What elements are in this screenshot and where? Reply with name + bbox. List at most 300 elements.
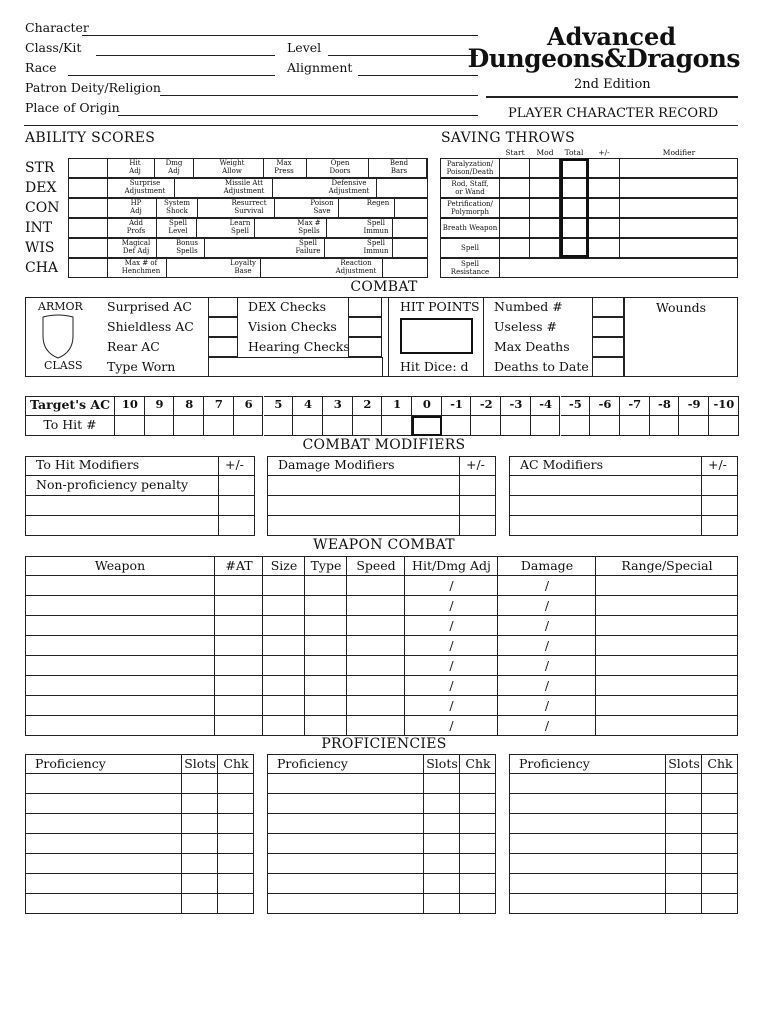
ability-sub-text: Resurrect (231, 199, 267, 207)
weapon-cell[interactable] (596, 596, 738, 616)
modifier-header: Damage Modifiers (278, 457, 395, 472)
ability-sub-text: Spells (176, 247, 198, 255)
proficiency-cell[interactable] (460, 854, 496, 874)
weapon-cell[interactable] (25, 696, 215, 716)
ability-sub-text: Level (168, 227, 188, 235)
alignment-line[interactable] (358, 75, 478, 76)
level-line[interactable] (328, 55, 478, 56)
weapon-cell[interactable] (215, 676, 263, 696)
ability-sub-label (360, 239, 392, 255)
ability-sub-text: Reaction (340, 259, 372, 267)
modifier-cell[interactable] (509, 496, 702, 516)
ac-value: 7 (214, 397, 223, 411)
ability-sub-text: Allow (222, 167, 242, 175)
to-hit-cell[interactable] (679, 416, 709, 436)
proficiency-cell[interactable] (509, 874, 666, 894)
armor-type-box[interactable] (208, 357, 383, 377)
ability-sub-label (292, 239, 324, 255)
to-hit-cell[interactable] (174, 416, 204, 436)
modifier-pm-cell[interactable] (702, 476, 738, 496)
weapon-cell[interactable] (347, 676, 405, 696)
weapon-cell[interactable] (215, 616, 263, 636)
slash-separator: / (544, 658, 550, 673)
weapon-cell[interactable] (25, 636, 215, 656)
slash-separator: / (544, 698, 550, 713)
proficiency-cell[interactable] (25, 874, 182, 894)
ability-sub-text: Max # of (124, 259, 158, 267)
saving-throw-text: Polymorph (450, 208, 490, 216)
ability-name: WIS (25, 240, 55, 256)
proficiency-col-header: Proficiency (35, 756, 106, 771)
divider (382, 258, 383, 278)
saving-throw-cell[interactable] (530, 198, 560, 218)
weapon-cell[interactable] (215, 716, 263, 736)
weapon-cell[interactable] (305, 716, 347, 736)
weapon-combat-title: WEAPON COMBAT (313, 537, 455, 553)
field-line[interactable] (68, 75, 275, 76)
weapon-cell[interactable] (263, 676, 305, 696)
ability-sub-label (116, 219, 156, 235)
logo-dungeons-dragons: Dungeons&Dragons (467, 44, 740, 73)
weapon-col-header: #AT (225, 558, 253, 573)
weapon-cell[interactable] (25, 716, 215, 736)
weapon-cell[interactable] (215, 576, 263, 596)
weapon-cell[interactable] (347, 636, 405, 656)
proficiency-cell[interactable] (267, 814, 424, 834)
proficiency-cell[interactable] (218, 854, 254, 874)
to-hit-cell[interactable] (204, 416, 234, 436)
saving-throw-cell[interactable] (530, 178, 560, 198)
check-box[interactable] (348, 337, 382, 357)
modifier-pm: +/- (708, 457, 727, 472)
proficiency-cell[interactable] (509, 834, 666, 854)
weapon-cell[interactable] (347, 596, 405, 616)
weapon-cell[interactable] (215, 656, 263, 676)
modifier-pm-cell[interactable] (460, 496, 496, 516)
modifier-pm-cell[interactable] (702, 516, 738, 536)
ability-sub-label (155, 159, 193, 175)
weapon-cell[interactable] (305, 636, 347, 656)
ac-value: -6 (598, 397, 612, 411)
proficiency-cell[interactable] (460, 834, 496, 854)
proficiency-cell[interactable] (25, 774, 182, 794)
proficiency-cell[interactable] (702, 894, 738, 914)
weapon-cell[interactable] (305, 616, 347, 636)
ability-sub-label (312, 159, 368, 175)
saving-col-header: Modifier (662, 148, 696, 157)
total-highlight (560, 158, 589, 258)
to-hit-cell[interactable] (531, 416, 561, 436)
proficiency-col-header: Chk (465, 756, 491, 771)
saving-throw-text: Spell (461, 244, 479, 252)
weapon-cell[interactable] (215, 636, 263, 656)
weapon-cell[interactable] (596, 576, 738, 596)
slash-separator: / (544, 578, 550, 593)
weapon-cell[interactable] (25, 576, 215, 596)
ability-scores-title: ABILITY SCORES (25, 130, 156, 146)
divider (272, 178, 273, 198)
saving-throw-cell[interactable] (588, 238, 620, 258)
weapon-cell[interactable] (25, 616, 215, 636)
weapon-cell[interactable] (596, 656, 738, 676)
saving-throw-text: Spell (461, 260, 479, 268)
modifier-pm-cell[interactable] (460, 476, 496, 496)
ability-sub-text: Def Adj (122, 247, 150, 255)
ability-sub-text: Regen (366, 199, 390, 207)
ability-score-box[interactable] (68, 158, 108, 178)
slash-separator: / (449, 718, 454, 733)
proficiency-cell[interactable] (182, 874, 218, 894)
weapon-cell[interactable] (596, 616, 738, 636)
saving-throw-cell[interactable] (588, 198, 620, 218)
weapon-cell[interactable] (596, 716, 738, 736)
field-line[interactable] (96, 55, 275, 56)
modifier-cell[interactable] (25, 496, 219, 516)
proficiency-cell[interactable] (509, 894, 666, 914)
ac-value: -10 (713, 397, 735, 411)
proficiency-cell[interactable] (424, 814, 460, 834)
modifier-cell[interactable] (509, 516, 702, 536)
weapon-cell[interactable] (596, 696, 738, 716)
divider (376, 178, 377, 198)
saving-throw-cell[interactable] (588, 178, 620, 198)
proficiency-cell[interactable] (666, 854, 702, 874)
ability-sub-text: Shock (166, 207, 188, 215)
saving-throw-label (440, 178, 500, 198)
weapon-cell[interactable] (215, 696, 263, 716)
ac-value: -5 (568, 397, 582, 411)
proficiency-cell[interactable] (460, 874, 496, 894)
divider (166, 258, 167, 278)
to-hit-cell[interactable] (323, 416, 353, 436)
to-hit-cell[interactable] (501, 416, 531, 436)
proficiency-cell[interactable] (424, 794, 460, 814)
saving-throw-cell[interactable] (500, 238, 530, 258)
divider (324, 238, 325, 258)
saving-throw-text: Petrification/ (447, 200, 493, 208)
saving-throw-text: Resistance (450, 268, 490, 276)
weapon-cell[interactable] (305, 596, 347, 616)
saving-throw-label (440, 158, 500, 178)
proficiency-cell[interactable] (25, 794, 182, 814)
proficiency-col-header: Slots (426, 756, 458, 771)
ability-sub-label (362, 199, 394, 207)
saving-throw-label (440, 198, 500, 218)
proficiency-cell[interactable] (25, 814, 182, 834)
ability-sub-text: Missile Att (225, 179, 263, 187)
proficiency-cell[interactable] (702, 834, 738, 854)
modifier-pm-cell[interactable] (702, 496, 738, 516)
proficiency-cell[interactable] (460, 774, 496, 794)
ability-sub-text: Dmg (165, 159, 183, 167)
combat-modifiers-title: COMBAT MODIFIERS (302, 437, 466, 453)
ability-sub-text: Adj (168, 167, 180, 175)
to-hit-cell[interactable] (561, 416, 591, 436)
modifier-pm-cell[interactable] (219, 496, 255, 516)
saving-throw-cell[interactable] (620, 198, 738, 218)
proficiency-cell[interactable] (702, 814, 738, 834)
modifier-pm-cell[interactable] (219, 476, 255, 496)
ability-sub-label (116, 179, 174, 195)
divider (260, 258, 261, 278)
proficiency-cell[interactable] (460, 894, 496, 914)
to-hit-cell[interactable] (471, 416, 501, 436)
proficiency-cell[interactable] (182, 894, 218, 914)
saving-throw-cell[interactable] (530, 218, 560, 238)
ac-value: 2 (363, 397, 372, 411)
weapon-cell[interactable] (263, 696, 305, 716)
ability-sub-label (262, 159, 306, 175)
weapon-cell[interactable] (305, 656, 347, 676)
weapon-cell[interactable] (263, 596, 305, 616)
proficiency-cell[interactable] (509, 814, 666, 834)
proficiency-cell[interactable] (509, 774, 666, 794)
modifier-pm-cell[interactable] (460, 516, 496, 536)
proficiency-cell[interactable] (666, 794, 702, 814)
proficiency-cell[interactable] (182, 794, 218, 814)
ability-score-box[interactable] (68, 178, 108, 198)
proficiency-cell[interactable] (666, 894, 702, 914)
modifier-cell[interactable] (509, 476, 702, 496)
proficiency-cell[interactable] (267, 774, 424, 794)
modifier-pm-cell[interactable] (219, 516, 255, 536)
modifier-header: AC Modifiers (520, 457, 604, 472)
proficiency-cell[interactable] (666, 834, 702, 854)
weapon-cell[interactable] (263, 716, 305, 736)
slash-separator: / (449, 598, 454, 613)
hit-points-box[interactable] (400, 318, 473, 354)
weapon-cell[interactable] (347, 576, 405, 596)
weapon-cell[interactable] (347, 616, 405, 636)
proficiency-cell[interactable] (25, 834, 182, 854)
to-hit-cell[interactable] (412, 416, 442, 436)
saving-throw-cell[interactable] (620, 238, 738, 258)
to-hit-cell[interactable] (442, 416, 472, 436)
weapon-cell[interactable] (215, 596, 263, 616)
modifier-pm: +/- (466, 457, 485, 472)
weapon-cell[interactable] (263, 636, 305, 656)
ac-label: Surprised AC (107, 299, 192, 314)
weapon-cell[interactable] (25, 596, 215, 616)
saving-throw-cell[interactable] (530, 158, 560, 178)
ability-score-box[interactable] (68, 198, 108, 218)
ability-sub-label (216, 179, 272, 195)
divider (156, 238, 157, 258)
slash-separator: / (544, 618, 550, 633)
divider (388, 297, 389, 377)
check-box[interactable] (348, 317, 382, 337)
slash-separator: / (449, 618, 454, 633)
proficiency-cell[interactable] (218, 794, 254, 814)
weapon-cell[interactable] (25, 676, 215, 696)
to-hit-cell[interactable] (145, 416, 175, 436)
hp-label: Max Deaths (494, 339, 570, 354)
slash-separator: / (544, 678, 550, 693)
saving-throw-text: Rod, Staff, (451, 180, 489, 188)
ability-score-box[interactable] (68, 238, 108, 258)
proficiency-cell[interactable] (424, 894, 460, 914)
hp-box[interactable] (592, 337, 624, 357)
ability-name: CHA (25, 260, 59, 276)
proficiency-cell[interactable] (218, 894, 254, 914)
ac-box[interactable] (208, 317, 238, 337)
field-label: Character (25, 20, 89, 35)
saving-throw-label (440, 218, 500, 238)
saving-throw-cell[interactable] (620, 158, 738, 178)
ability-sub-label (306, 199, 338, 215)
field-line[interactable] (160, 95, 478, 96)
field-label: Patron Deity/Religion (25, 80, 161, 95)
modifier-cell[interactable] (267, 496, 460, 516)
saving-throw-cell[interactable] (620, 218, 738, 238)
modifier-cell[interactable] (267, 476, 460, 496)
weapon-cell[interactable] (305, 576, 347, 596)
ability-sub-text: Press (274, 167, 294, 175)
proficiency-cell[interactable] (182, 774, 218, 794)
proficiency-cell[interactable] (267, 794, 424, 814)
weapon-col-header: Size (270, 558, 298, 573)
to-hit-cell[interactable] (620, 416, 650, 436)
proficiency-cell[interactable] (460, 794, 496, 814)
weapon-cell[interactable] (347, 696, 405, 716)
saving-throw-cell[interactable] (500, 158, 530, 178)
proficiency-cell[interactable] (267, 854, 424, 874)
saving-throw-cell[interactable] (588, 218, 620, 238)
armor-label: ARMOR (38, 300, 83, 313)
ac-value: 10 (121, 397, 138, 411)
to-hit-cell[interactable] (115, 416, 145, 436)
proficiency-cell[interactable] (182, 834, 218, 854)
class-label: CLASS (44, 359, 83, 372)
proficiency-cell[interactable] (267, 834, 424, 854)
ability-sub-label (226, 219, 254, 235)
proficiency-cell[interactable] (218, 774, 254, 794)
ability-sub-label (116, 239, 156, 255)
ability-sub-text: Spells (298, 227, 320, 235)
ac-box[interactable] (208, 297, 238, 317)
proficiency-cell[interactable] (25, 894, 182, 914)
proficiency-cell[interactable] (460, 814, 496, 834)
weapon-cell[interactable] (596, 676, 738, 696)
weapon-cell[interactable] (263, 576, 305, 596)
weapon-cell[interactable] (347, 656, 405, 676)
field-line[interactable] (118, 115, 478, 116)
ability-sub-text: Bend (389, 159, 409, 167)
proficiency-cell[interactable] (182, 814, 218, 834)
ability-score-box[interactable] (68, 258, 108, 278)
saving-throw-cell[interactable] (500, 178, 530, 198)
saving-throw-cell[interactable] (588, 158, 620, 178)
modifier-cell[interactable] (267, 516, 460, 536)
proficiency-cell[interactable] (702, 774, 738, 794)
ac-value: 9 (155, 397, 164, 411)
proficiency-cell[interactable] (509, 854, 666, 874)
proficiency-cell[interactable] (509, 794, 666, 814)
ability-sub-text: Bars (390, 167, 408, 175)
weapon-cell[interactable] (305, 696, 347, 716)
modifier-cell[interactable] (25, 516, 219, 536)
to-hit-cell[interactable] (709, 416, 739, 436)
proficiency-cell[interactable] (666, 874, 702, 894)
ability-sub-text: Max (276, 159, 292, 167)
ability-sub-label (360, 219, 392, 235)
ability-score-box[interactable] (68, 218, 108, 238)
hp-box[interactable] (592, 317, 624, 337)
proficiency-cell[interactable] (267, 874, 424, 894)
hp-label: Useless # (494, 319, 558, 334)
to-hit-cell[interactable] (590, 416, 620, 436)
to-hit-label: To Hit # (43, 417, 97, 432)
ability-sub-text: Spell (169, 219, 187, 227)
field-line[interactable] (82, 35, 478, 36)
to-hit-cell[interactable] (264, 416, 294, 436)
proficiency-cell[interactable] (218, 814, 254, 834)
to-hit-cell[interactable] (382, 416, 412, 436)
ac-value: 1 (393, 397, 402, 411)
saving-throw-cell[interactable] (500, 218, 530, 238)
to-hit-cell[interactable] (650, 416, 680, 436)
proficiency-cell[interactable] (218, 834, 254, 854)
proficiency-cell[interactable] (218, 874, 254, 894)
hp-box[interactable] (592, 297, 624, 317)
ability-sub-label (330, 259, 382, 275)
proficiency-cell[interactable] (424, 834, 460, 854)
ability-sub-text: Max # (297, 219, 321, 227)
saving-throw-cell[interactable] (530, 238, 560, 258)
proficiency-col-header: Slots (184, 756, 216, 771)
weapon-cell[interactable] (596, 636, 738, 656)
check-box[interactable] (348, 297, 382, 317)
ability-sub-text: Bonus (176, 239, 198, 247)
proficiency-cell[interactable] (267, 894, 424, 914)
ac-value: 0 (422, 397, 431, 411)
weapon-cell[interactable] (25, 656, 215, 676)
ac-box[interactable] (208, 337, 238, 357)
combat-title: COMBAT (350, 279, 418, 295)
proficiency-cell[interactable] (25, 854, 182, 874)
proficiency-cell[interactable] (182, 854, 218, 874)
saving-col-header: Mod (536, 148, 554, 157)
proficiency-cell[interactable] (666, 814, 702, 834)
proficiency-cell[interactable] (702, 874, 738, 894)
slash-separator: / (449, 698, 454, 713)
to-hit-cell[interactable] (353, 416, 383, 436)
hp-box[interactable] (592, 357, 624, 377)
ability-sub-text: Adjustment (328, 187, 370, 195)
proficiency-cell[interactable] (702, 794, 738, 814)
to-hit-cell[interactable] (234, 416, 264, 436)
saving-throw-text: or Wand (455, 188, 485, 196)
saving-throw-cell[interactable] (620, 178, 738, 198)
saving-throw-cell[interactable] (500, 258, 738, 278)
proficiency-cell[interactable] (702, 854, 738, 874)
proficiency-cell[interactable] (424, 854, 460, 874)
proficiency-col-header: Proficiency (277, 756, 348, 771)
saving-throw-cell[interactable] (500, 198, 530, 218)
weapon-cell[interactable] (263, 656, 305, 676)
proficiency-cell[interactable] (424, 774, 460, 794)
proficiency-cell[interactable] (424, 874, 460, 894)
weapon-cell[interactable] (305, 676, 347, 696)
ability-sub-text: Immun (363, 247, 389, 255)
proficiency-col-header: Chk (223, 756, 249, 771)
field-label: Class/Kit (25, 40, 82, 55)
proficiency-cell[interactable] (666, 774, 702, 794)
weapon-cell[interactable] (347, 716, 405, 736)
ac-value: -9 (687, 397, 701, 411)
weapon-cell[interactable] (263, 616, 305, 636)
to-hit-cell[interactable] (293, 416, 323, 436)
